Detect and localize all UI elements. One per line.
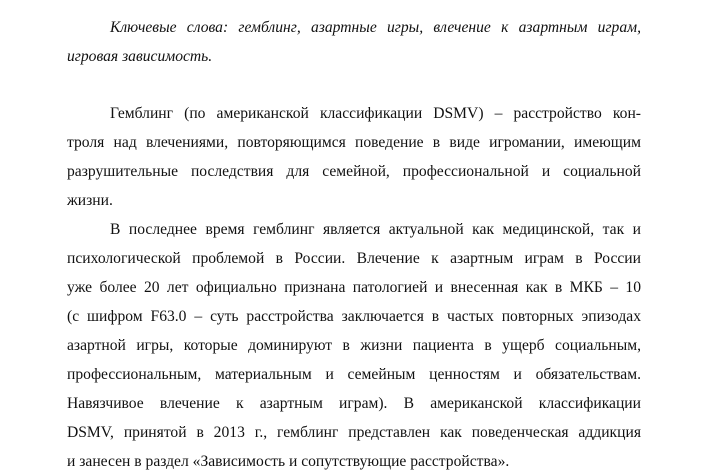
keywords-paragraph [67, 13, 641, 71]
paragraph-1-line-2: троля над влечениями, повторяющимся поведение в виде игромании, имеющим [67, 134, 641, 151]
paragraph-gap [67, 71, 641, 99]
paragraph-2-line-5: азартной игры, которые доминируют в жизни пациента в ущерб социальным, [67, 337, 641, 354]
document-page [67, 13, 641, 476]
paragraph-1-line-4: жизни. [67, 192, 113, 209]
paragraph-1-line-1: Гемблинг (по американской классификации DSMV) – расстройство кон- [110, 105, 641, 122]
paragraph-2-line-8: DSMV, принятой в 2013 г., гемблинг представлен как поведенческая аддикция [67, 424, 641, 441]
paragraph-2-line-1: В последнее время гемблинг является актуальной как медицинской, так и [110, 221, 641, 238]
paragraph-1-line-3: разрушительные последствия для семейной, профессиональной и социальной [67, 163, 641, 180]
paragraph-2-line-2: психологической проблемой в России. Влечение к азартным играм в России [67, 250, 641, 267]
paragraph-2-line-3: уже более 20 лет официально признана патологией и внесенная как в МКБ – 10 [67, 279, 641, 296]
paragraph-2-line-6: профессиональным, материальным и семейным ценностям и обязательствам. [67, 366, 641, 383]
keywords-line-1: Ключевые слова: гемблинг, азартные игры, влечение к азартным играм, [110, 19, 641, 36]
paragraph-gambling-russia [67, 215, 641, 476]
paragraph-2-line-4: (с шифром F63.0 – суть расстройства заключается в частых повторных эпизодах [67, 308, 641, 325]
paragraph-2-line-7: Навязчивое влечение к азартным играм). В американской классификации [67, 395, 641, 412]
paragraph-2-line-9: и занесен в раздел «Зависимость и сопутствующие расстройства». [67, 453, 510, 470]
keywords-line-2: игровая зависимость. [67, 48, 213, 65]
paragraph-gambling-definition [67, 99, 641, 215]
